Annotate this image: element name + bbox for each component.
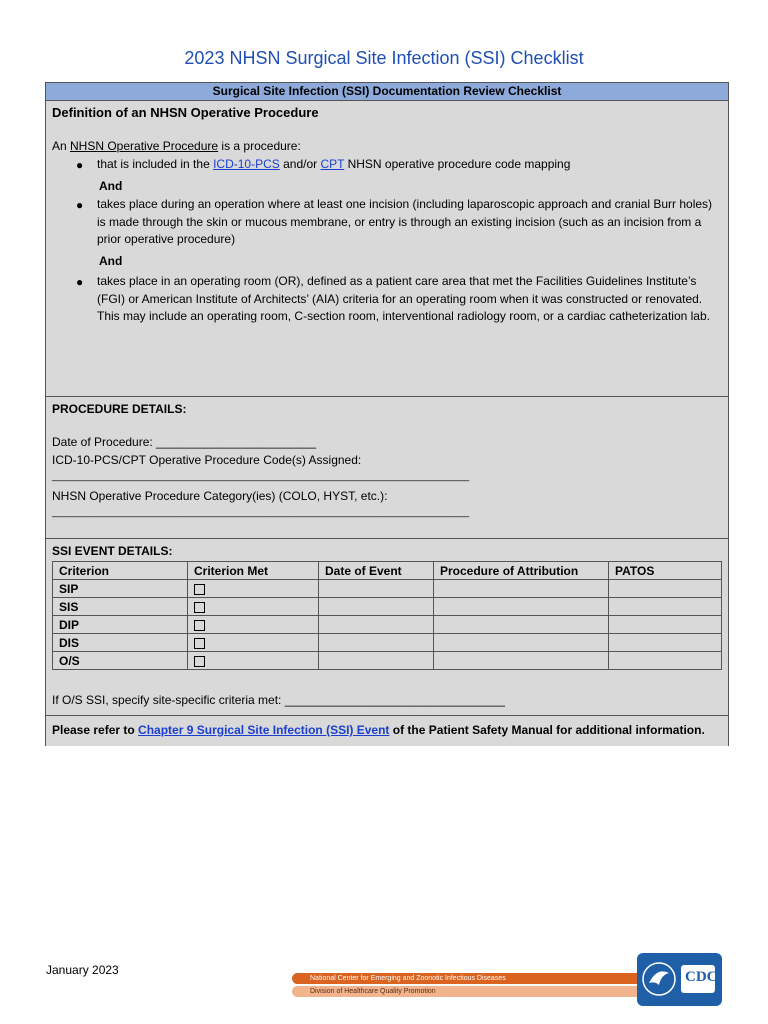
date-of-event-cell[interactable] <box>319 598 434 616</box>
footer-date: January 2023 <box>46 963 119 977</box>
bullet-icon: ● <box>76 158 84 172</box>
patos-cell[interactable] <box>609 580 722 598</box>
events-heading: SSI EVENT DETAILS: <box>52 544 173 558</box>
refer-text: Please refer to Chapter 9 Surgical Site Infection (SSI) Event of the Patient Safety Manual for additional information. <box>52 723 705 737</box>
procedure-code-field[interactable]: ___________________________________________________________________________ <box>52 471 470 482</box>
table-row <box>53 616 722 634</box>
criterion-met-checkbox[interactable] <box>194 638 205 649</box>
patos-cell[interactable] <box>609 598 722 616</box>
checklist-table <box>45 82 729 746</box>
date-of-event-cell[interactable] <box>319 580 434 598</box>
ssi-event-section <box>46 539 728 716</box>
column-header: Criterion Met <box>188 562 319 580</box>
and-label-2: And <box>99 254 123 268</box>
criterion-cell: DIP <box>53 616 188 634</box>
table-row <box>53 580 722 598</box>
bullet-1: that is included in the ICD-10-PCS and/or CPT NHSN operative procedure code mapping <box>97 157 571 171</box>
criterion-met-checkbox[interactable] <box>194 656 205 667</box>
cpt-link[interactable]: CPT <box>320 157 345 171</box>
criterion-met-checkbox[interactable] <box>194 602 205 613</box>
chapter-9-link[interactable]: Chapter 9 Surgical Site Infection (SSI) Event <box>138 723 390 737</box>
bullet-3: takes place in an operating room (OR), defined as a patient care area that met the Facilities Guidelines Institute’s (FGI) or American Institute of Architects’ (AIA) criteria for an operating room when it was constructed or renovated. This may include an operating room, C-section room, interventional radiology room, or a cardiac catheterization lab. <box>97 274 710 323</box>
definition-intro: An NHSN Operative Procedure is a procedure: <box>52 139 301 153</box>
criterion-met-cell <box>188 634 319 652</box>
checklist-header: Surgical Site Infection (SSI) Documentation Review Checklist <box>46 83 728 101</box>
bullet-2: takes place during an operation where at least one incision (including laparoscopic approach and cranial Burr holes) is made through the skin or mucous membrane, or entry is through an existing incision (such as an incision from a prior operative procedure) <box>97 197 713 246</box>
date-of-event-cell[interactable] <box>319 616 434 634</box>
criterion-cell: SIS <box>53 598 188 616</box>
ssi-event-table <box>52 561 722 670</box>
icd-10-pcs-link[interactable]: ICD-10-PCS <box>213 157 280 171</box>
table-header-row <box>53 562 722 580</box>
procedure-date-field[interactable]: Date of Procedure: ________________________ <box>52 435 317 449</box>
procedure-category-label: NHSN Operative Procedure Category(ies) (COLO, HYST, etc.): <box>52 489 388 503</box>
column-header: Criterion <box>53 562 188 580</box>
procedure-of-attribution-cell[interactable] <box>434 616 609 634</box>
criterion-met-cell <box>188 652 319 670</box>
os-criteria-field[interactable]: If O/S SSI, specify site-specific criteria met: _________________________________ <box>52 693 505 707</box>
procedure-code-label: ICD-10-PCS/CPT Operative Procedure Code(s) Assigned: <box>52 453 362 467</box>
page-title: 2023 NHSN Surgical Site Infection (SSI) Checklist <box>184 48 584 68</box>
procedure-category-field[interactable]: ___________________________________________________________________________ <box>52 507 470 518</box>
procedure-of-attribution-cell[interactable] <box>434 580 609 598</box>
criterion-cell: DIS <box>53 634 188 652</box>
criterion-met-cell <box>188 598 319 616</box>
table-row <box>53 598 722 616</box>
procedure-of-attribution-cell[interactable] <box>434 652 609 670</box>
procedure-heading: PROCEDURE DETAILS: <box>52 402 187 416</box>
procedure-of-attribution-cell[interactable] <box>434 598 609 616</box>
date-of-event-cell[interactable] <box>319 652 434 670</box>
criterion-met-cell <box>188 580 319 598</box>
definition-heading: Definition of an NHSN Operative Procedure <box>52 105 319 120</box>
patos-cell[interactable] <box>609 616 722 634</box>
definition-section <box>46 101 728 397</box>
column-header: PATOS <box>609 562 722 580</box>
procedure-of-attribution-cell[interactable] <box>434 634 609 652</box>
procedure-details-section <box>46 397 728 539</box>
date-of-event-cell[interactable] <box>319 634 434 652</box>
column-header: Date of Event <box>319 562 434 580</box>
bullet-icon: ● <box>76 275 84 289</box>
refer-section <box>46 716 728 746</box>
criterion-met-cell <box>188 616 319 634</box>
bullet-icon: ● <box>76 198 84 212</box>
cdc-logo-text: CDC <box>685 969 718 985</box>
ncezid-banner <box>292 973 638 998</box>
banner-line-1: National Center for Emerging and Zoonotic Infectious Diseases <box>310 975 506 982</box>
patos-cell[interactable] <box>609 634 722 652</box>
table-row <box>53 634 722 652</box>
patos-cell[interactable] <box>609 652 722 670</box>
criterion-cell: O/S <box>53 652 188 670</box>
criterion-cell: SIP <box>53 580 188 598</box>
banner-line-2: Division of Healthcare Quality Promotion <box>310 988 436 995</box>
table-row <box>53 652 722 670</box>
cdc-logo <box>637 953 722 1006</box>
criterion-met-checkbox[interactable] <box>194 584 205 595</box>
and-label-1: And <box>99 179 123 193</box>
column-header: Procedure of Attribution <box>434 562 609 580</box>
nhsn-operative-procedure-link[interactable]: NHSN Operative Procedure <box>70 139 219 153</box>
criterion-met-checkbox[interactable] <box>194 620 205 631</box>
